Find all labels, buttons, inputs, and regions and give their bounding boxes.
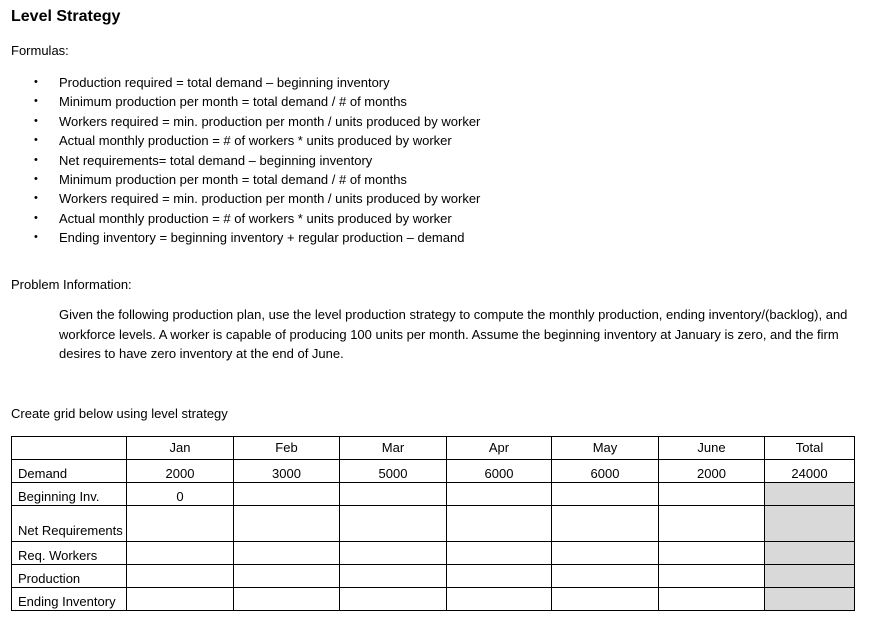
table-cell[interactable] [552,506,659,542]
table-cell[interactable] [447,483,552,506]
table-cell[interactable] [340,483,447,506]
grid-label: Create grid below using level strategy [11,406,228,421]
table-row [12,483,855,506]
table-cell[interactable] [659,483,765,506]
formulas-label: Formulas: [11,43,69,58]
table-cell[interactable] [447,542,552,565]
header-mar: Mar [340,437,447,460]
formula-item: • Ending inventory = beginning inventory + regular production – demand [0,228,480,247]
table-cell[interactable] [659,506,765,542]
total-cell [765,588,855,611]
row-label: Net Requirements [12,506,127,542]
table-cell[interactable] [127,565,234,588]
row-label: Beginning Inv. [12,483,127,506]
total-cell [765,565,855,588]
formula-list [0,73,480,248]
table-cell[interactable] [340,506,447,542]
bullet-icon: • [34,153,38,166]
table-cell[interactable] [552,483,659,506]
header-apr: Apr [447,437,552,460]
row-label: Req. Workers [12,542,127,565]
table-cell[interactable] [234,542,340,565]
table-cell[interactable] [552,565,659,588]
formula-item: • Workers required = min. production per month / units produced by worker [0,112,480,131]
table-cell[interactable] [127,542,234,565]
table-cell[interactable]: 5000 [340,460,447,483]
table-cell[interactable] [127,506,234,542]
table-cell[interactable]: 0 [127,483,234,506]
header-row [12,437,855,460]
formula-item: • Workers required = min. production per month / units produced by worker [0,189,480,208]
problem-label: Problem Information: [11,277,132,292]
table-cell[interactable] [234,565,340,588]
table-cell[interactable] [447,565,552,588]
table-cell[interactable] [552,542,659,565]
formula-item: • Actual monthly production = # of workers * units produced by worker [0,209,480,228]
table-row [12,460,855,483]
table-row [12,588,855,611]
formula-item: • Minimum production per month = total demand / # of months [0,170,480,189]
problem-text: Given the following production plan, use the level production strategy to compute the monthly production, ending inventory/(backlog), and workforce levels. A worker is capable of producing 100 units per month. Assume the beginning inventory at January is zero, and the firm desires to have zero inventory at the end of June. [59,307,848,361]
total-cell [765,483,855,506]
bullet-icon: • [34,134,38,147]
table-cell[interactable] [234,588,340,611]
table-cell[interactable]: 3000 [234,460,340,483]
total-cell[interactable]: 24000 [765,460,855,483]
row-label: Ending Inventory [12,588,127,611]
header-may: May [552,437,659,460]
formula-item: • Actual monthly production = # of workers * units produced by worker [0,131,480,150]
table-cell[interactable] [127,588,234,611]
bullet-icon: • [34,231,38,244]
header-june: June [659,437,765,460]
table-row [12,542,855,565]
total-cell [765,542,855,565]
table-cell[interactable] [234,506,340,542]
bullet-icon: • [34,114,38,127]
table-row [12,506,855,542]
total-cell [765,506,855,542]
bullet-icon: • [34,172,38,185]
level-strategy-grid [11,436,855,611]
table-cell[interactable]: 2000 [127,460,234,483]
formula-item: • Production required = total demand – beginning inventory [0,73,480,92]
table-cell[interactable] [552,588,659,611]
table-cell[interactable] [659,565,765,588]
table-cell[interactable] [447,588,552,611]
table-row [12,565,855,588]
table-cell[interactable]: 2000 [659,460,765,483]
bullet-icon: • [34,95,38,108]
formula-item: • Minimum production per month = total demand / # of months [0,92,480,111]
table-cell[interactable]: 6000 [447,460,552,483]
table-cell[interactable] [234,483,340,506]
table-cell[interactable] [659,588,765,611]
table-cell[interactable] [340,565,447,588]
table-cell[interactable] [447,506,552,542]
row-label: Production [12,565,127,588]
table-cell[interactable] [340,588,447,611]
bullet-icon: • [34,76,38,88]
page-title: Level Strategy [11,8,121,25]
header-jan: Jan [127,437,234,460]
table-cell[interactable]: 6000 [552,460,659,483]
formula-item: • Net requirements= total demand – beginning inventory [0,151,480,170]
table-cell[interactable] [340,542,447,565]
header-total: Total [765,437,855,460]
bullet-icon: • [34,192,38,205]
bullet-icon: • [34,211,38,224]
table-cell[interactable] [659,542,765,565]
row-label: Demand [12,460,127,483]
header-cell [12,437,127,460]
header-feb: Feb [234,437,340,460]
